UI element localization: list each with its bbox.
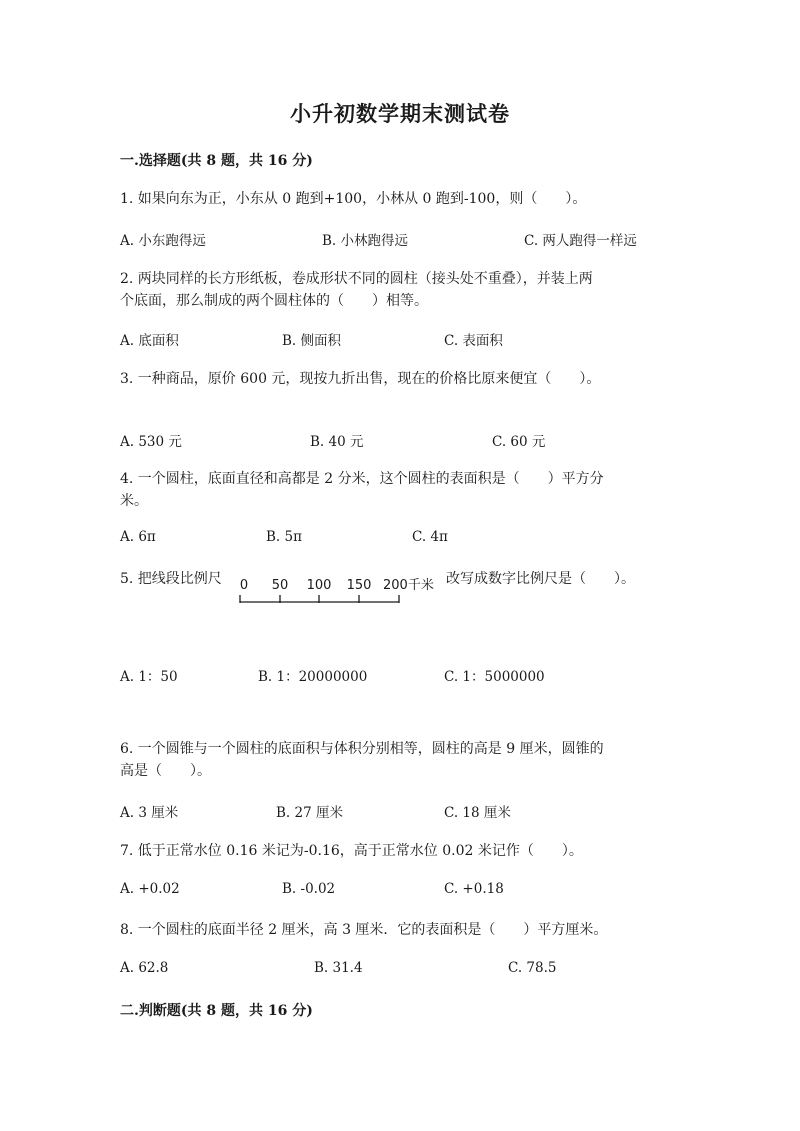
question-7-option-b: B. -0.02 xyxy=(282,881,336,897)
question-4-line-2: 米。 xyxy=(120,493,148,509)
question-4-line-1: 4. 一个圆柱，底面直径和高都是 2 分米，这个圆柱的表面积是（ ）平方分 xyxy=(120,471,604,487)
section-heading-true-false: 二.判断题(共 8 题，共 16 分) xyxy=(120,1003,313,1019)
question-8-option-c: C. 78.5 xyxy=(508,960,557,976)
section-heading-choice: 一.选择题(共 8 题，共 16 分) xyxy=(120,153,313,169)
question-1-option-b: B. 小林跑得远 xyxy=(322,233,409,249)
question-7-option-a: A. +0.02 xyxy=(120,881,180,897)
question-3-option-b: B. 40 元 xyxy=(310,434,364,450)
question-5-option-c: C. 1：5000000 xyxy=(444,669,545,685)
question-1: 1. 如果向东为正，小东从 0 跑到+100，小林从 0 跑到-100，则（ ）。 xyxy=(120,191,587,207)
page-title: 小升初数学期末测试卷 xyxy=(290,101,510,126)
question-1-option-a: A. 小东跑得远 xyxy=(120,233,206,249)
question-8: 8. 一个圆柱的底面半径 2 厘米，高 3 厘米．它的表面积是（ ）平方厘米。 xyxy=(120,922,608,938)
question-6-option-c: C. 18 厘米 xyxy=(444,805,511,821)
question-3: 3. 一种商品，原价 600 元，现按九折出售，现在的价格比原来便宜（ ）。 xyxy=(120,371,601,387)
question-3-option-a: A. 530 元 xyxy=(120,434,182,450)
question-2-option-c: C. 表面积 xyxy=(444,333,503,349)
question-6-line-1: 6. 一个圆锥与一个圆柱的底面积与体积分别相等，圆柱的高是 9 厘米，圆锥的 xyxy=(120,741,604,757)
scale-label-0: 0 xyxy=(239,578,249,593)
question-8-option-b: B. 31.4 xyxy=(314,960,363,976)
question-2-line-2: 个底面，那么制成的两个圆柱体的（ ）相等。 xyxy=(120,293,428,309)
question-3-option-c: C. 60 元 xyxy=(492,434,546,450)
question-2-option-a: A. 底面积 xyxy=(120,333,179,349)
question-2-option-b: B. 侧面积 xyxy=(282,333,342,349)
question-4-option-a: A. 6π xyxy=(120,529,156,545)
question-5-option-a: A. 1：50 xyxy=(120,669,178,685)
question-6-option-a: A. 3 厘米 xyxy=(120,805,179,821)
scale-label-100: 100 xyxy=(306,578,332,593)
line-scale-figure xyxy=(236,574,446,608)
question-4-option-b: B. 5π xyxy=(266,529,302,545)
question-6-line-2: 高是（ ）。 xyxy=(120,763,211,779)
scale-label-150: 150 xyxy=(346,578,372,593)
question-1-option-c: C. 两人跑得一样远 xyxy=(524,233,637,249)
question-2-line-1: 2. 两块同样的长方形纸板，卷成形状不同的圆柱（接头处不重叠），并装上两 xyxy=(120,271,593,287)
question-5-suffix: 改写成数字比例尺是（ ）。 xyxy=(446,571,635,587)
question-6-option-b: B. 27 厘米 xyxy=(276,805,343,821)
question-5-prefix: 5. 把线段比例尺 xyxy=(120,571,222,587)
scale-label-50: 50 xyxy=(271,578,289,593)
question-5-option-b: B. 1：20000000 xyxy=(258,669,368,685)
question-7: 7. 低于正常水位 0.16 米记为-0.16，高于正常水位 0.02 米记作（ ）。 xyxy=(120,843,583,859)
question-7-option-c: C. +0.18 xyxy=(444,881,504,897)
question-4-option-c: C. 4π xyxy=(412,529,448,545)
scale-label-200-km: 200千米 xyxy=(383,578,434,593)
question-8-option-a: A. 62.8 xyxy=(120,960,169,976)
